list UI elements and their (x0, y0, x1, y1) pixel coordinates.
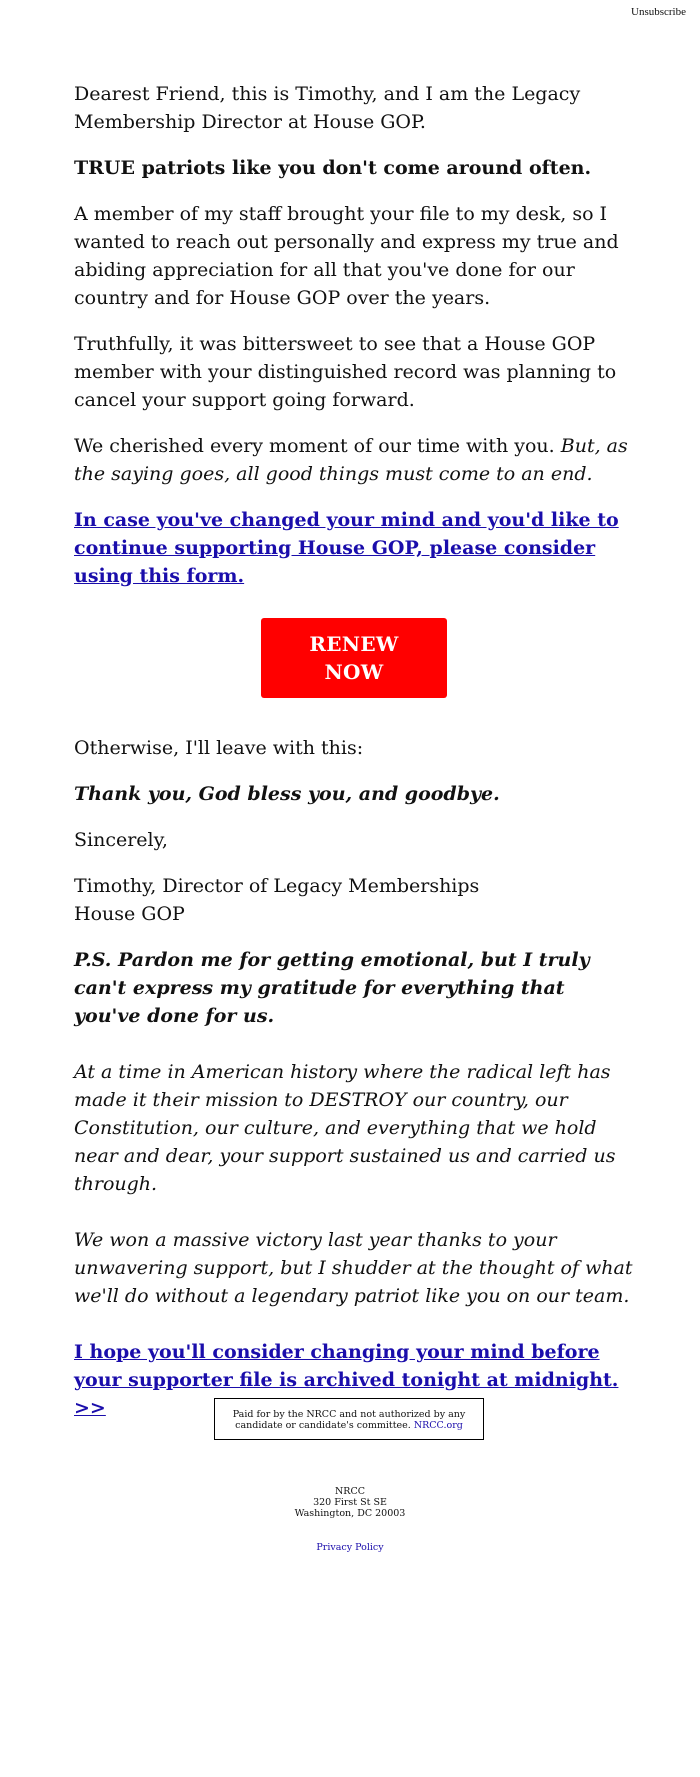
disclaimer-text: Paid for by the NRCC and not authorized by any candidate or candidate's committee. (232, 1409, 466, 1431)
signature-name: Timothy, Director of Legacy Memberships (74, 875, 480, 897)
sincerely-paragraph: Sincerely, (74, 829, 168, 851)
cherished-text: We cherished every moment of our time with you. (74, 435, 555, 457)
renew-button-wrap (74, 618, 634, 698)
privacy-policy-wrap (0, 1542, 700, 1553)
true-patriots-heading: TRUE patriots like you don't come around often. (74, 157, 592, 179)
signature-org: House GOP (74, 903, 185, 925)
bittersweet-paragraph: Truthfully, it was bittersweet to see that a House GOP member with your distinguished record was planning to cancel your support going forward. (74, 333, 617, 411)
good-things-text: But, as the saying goes, all good things must come to an end. (74, 435, 628, 485)
staff-paragraph: A member of my staff brought your file to my desk, so I wanted to reach out personally and express my true and abiding appreciation for all that you've done for our country and for House GOP over the years. (74, 203, 619, 309)
paid-for-disclaimer (214, 1398, 484, 1440)
email-body (74, 80, 634, 1440)
privacy-policy-link[interactable]: Privacy Policy (316, 1542, 384, 1553)
mailing-address (0, 1486, 700, 1519)
address-org: NRCC (334, 1486, 365, 1497)
address-city: Washington, DC 20003 (294, 1508, 406, 1519)
signature (74, 872, 634, 928)
address-street: 320 First St SE (313, 1497, 387, 1508)
change-mind-link[interactable]: I hope you'll consider changing your mind before your supporter file is archived tonight at midnight. >> (74, 1341, 619, 1419)
ps-paragraph: P.S. Pardon me for getting emotional, but I truly can't express my gratitude for everything that you've done for us. (74, 949, 590, 1027)
nrcc-link[interactable]: NRCC.org (413, 1420, 463, 1431)
greeting-paragraph: Dearest Friend, this is Timothy, and I am the Legacy Membership Director at House GOP. (74, 83, 581, 133)
goodbye-paragraph: Thank you, God bless you, and goodbye. (74, 783, 500, 805)
unsubscribe-link[interactable]: Unsubscribe (631, 6, 686, 18)
continue-support-paragraph (74, 506, 634, 590)
otherwise-paragraph: Otherwise, I'll leave with this: (74, 737, 364, 759)
renew-now-button[interactable]: RENEW NOW (261, 618, 447, 698)
victory-paragraph: We won a massive victory last year thanks to your unwavering support, but I shudder at the thought of what we'll do without a legendary patriot like you on our team. (74, 1229, 633, 1307)
continue-support-link[interactable]: In case you've changed your mind and you'd like to continue supporting House GOP, please consider using this form. (74, 509, 619, 587)
radical-left-paragraph: At a time in American history where the radical left has made it their mission to DESTROY our country, our Constitution, our culture, and everything that we hold near and dear, your support sustained us and carried us through. (74, 1061, 616, 1195)
cherished-paragraph (74, 432, 634, 488)
